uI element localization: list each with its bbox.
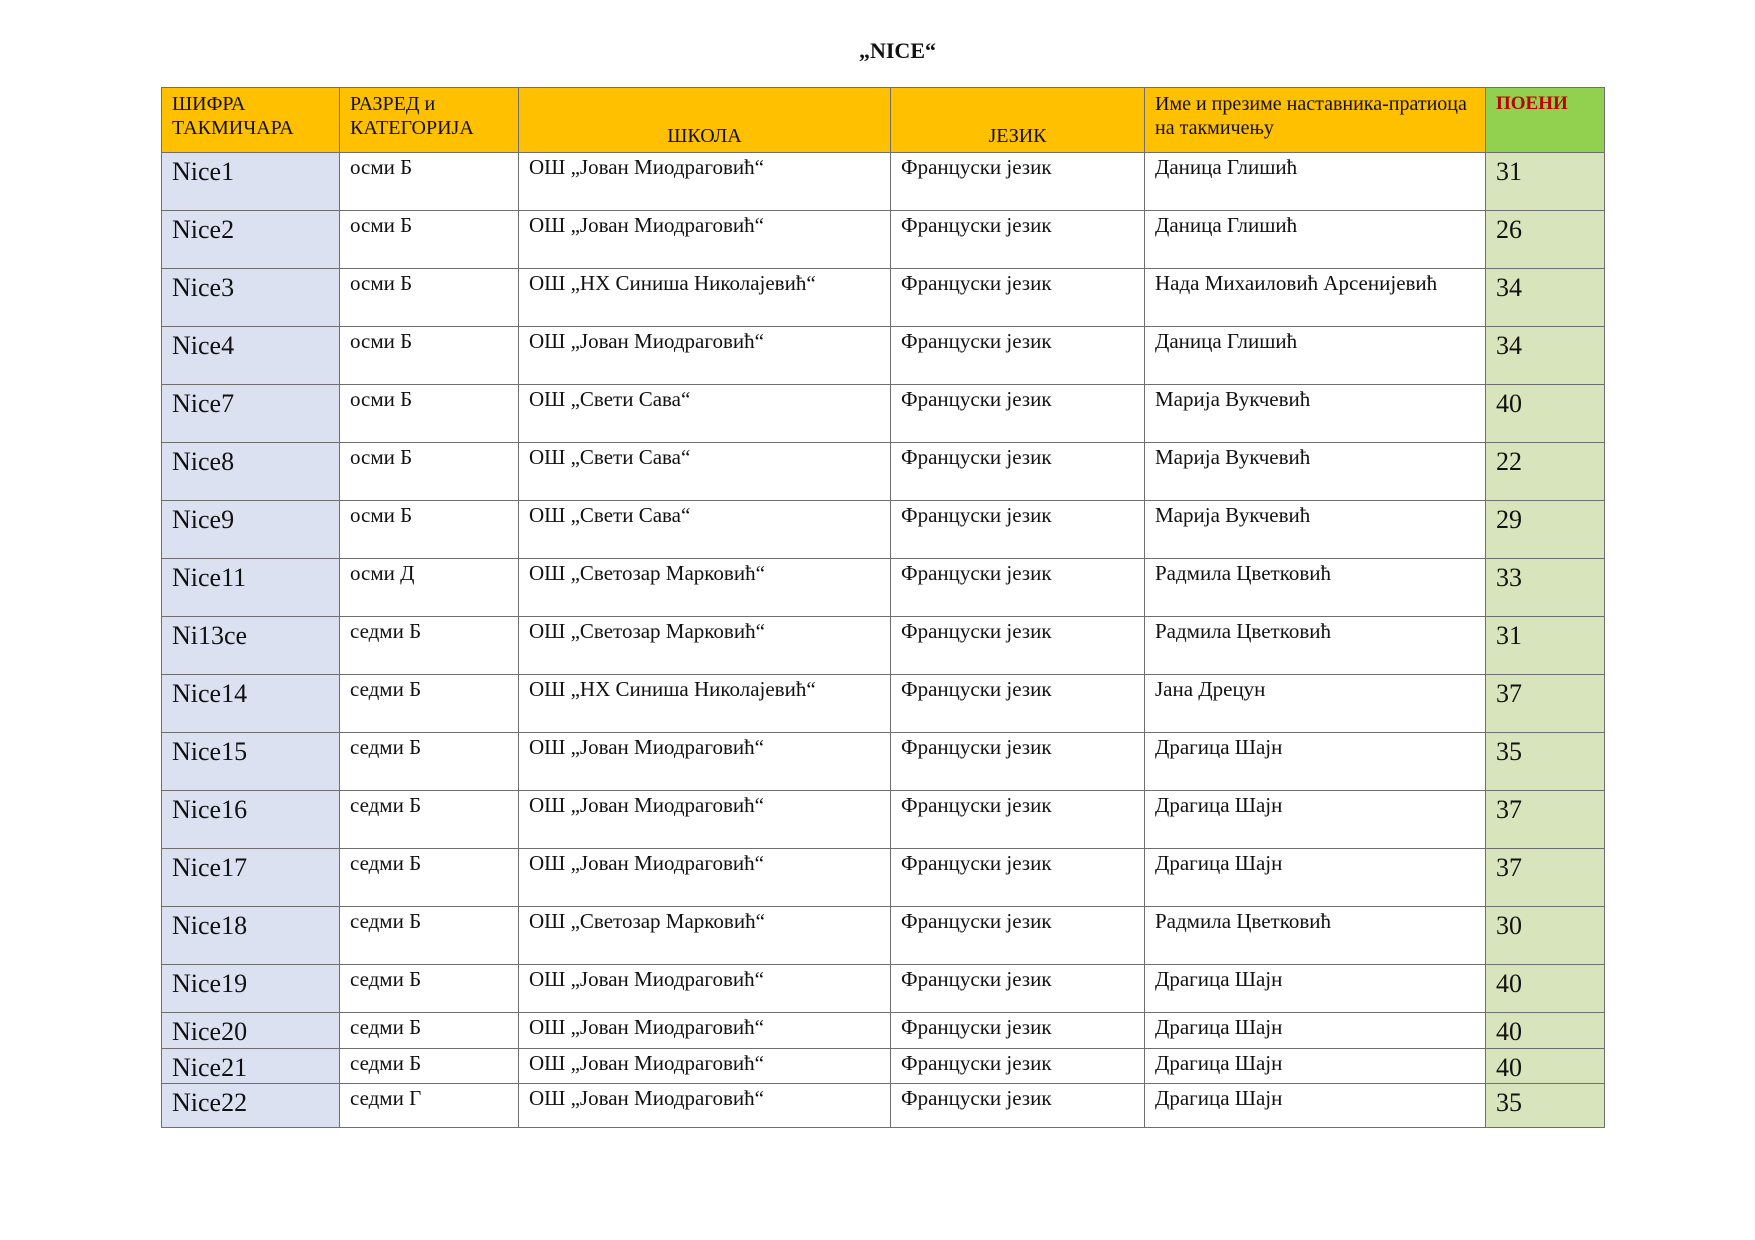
cell-language: Француски језик <box>891 1084 1145 1128</box>
cell-grade: осми Б <box>340 501 519 559</box>
cell-code: Nice20 <box>162 1013 340 1049</box>
cell-language: Француски језик <box>891 849 1145 907</box>
cell-language: Француски језик <box>891 791 1145 849</box>
cell-school: ОШ „Јован Миодраговић“ <box>519 965 891 1013</box>
cell-school: ОШ „Јован Миодраговић“ <box>519 1013 891 1049</box>
cell-school: ОШ „Светозар Марковић“ <box>519 559 891 617</box>
header-teacher: Име и презиме наставника-пратиоца на такмичењу <box>1145 88 1486 153</box>
cell-language: Француски језик <box>891 675 1145 733</box>
cell-grade: седми Б <box>340 617 519 675</box>
table-row <box>162 559 1605 617</box>
header-grade: РАЗРЕД и КАТЕГОРИЈА <box>340 88 519 153</box>
cell-code: Nice4 <box>162 327 340 385</box>
cell-points: 35 <box>1486 733 1605 791</box>
header-points: ПОЕНИ <box>1486 88 1605 153</box>
header-school: ШКОЛА <box>519 88 891 153</box>
cell-language: Француски језик <box>891 965 1145 1013</box>
cell-school: ОШ „Свети Сава“ <box>519 443 891 501</box>
cell-grade: осми Б <box>340 443 519 501</box>
cell-code: Nice3 <box>162 269 340 327</box>
cell-language: Француски језик <box>891 1049 1145 1084</box>
cell-teacher: Драгица Шајн <box>1145 733 1486 791</box>
cell-school: ОШ „Јован Миодраговић“ <box>519 791 891 849</box>
cell-points: 40 <box>1486 1013 1605 1049</box>
cell-points: 31 <box>1486 617 1605 675</box>
cell-teacher: Даница Глишић <box>1145 327 1486 385</box>
cell-points: 37 <box>1486 849 1605 907</box>
cell-grade: седми Б <box>340 733 519 791</box>
cell-teacher: Даница Глишић <box>1145 211 1486 269</box>
cell-teacher: Драгица Шајн <box>1145 1049 1486 1084</box>
cell-school: ОШ „Светозар Марковић“ <box>519 907 891 965</box>
cell-teacher: Драгица Шајн <box>1145 1013 1486 1049</box>
cell-code: Nice16 <box>162 791 340 849</box>
cell-school: ОШ „Јован Миодраговић“ <box>519 733 891 791</box>
cell-language: Француски језик <box>891 211 1145 269</box>
cell-code: Nice14 <box>162 675 340 733</box>
cell-language: Француски језик <box>891 501 1145 559</box>
cell-teacher: Марија Вукчевић <box>1145 385 1486 443</box>
cell-school: ОШ „НХ Синиша Николајевић“ <box>519 675 891 733</box>
table-row <box>162 153 1605 211</box>
cell-school: ОШ „Свети Сава“ <box>519 385 891 443</box>
cell-grade: седми Б <box>340 791 519 849</box>
table-row <box>162 269 1605 327</box>
cell-teacher: Јана Дрецун <box>1145 675 1486 733</box>
cell-school: ОШ „Светозар Марковић“ <box>519 617 891 675</box>
cell-grade: седми Б <box>340 965 519 1013</box>
cell-grade: осми Д <box>340 559 519 617</box>
cell-grade: осми Б <box>340 269 519 327</box>
table-row <box>162 791 1605 849</box>
cell-grade: седми Г <box>340 1084 519 1128</box>
cell-teacher: Даница Глишић <box>1145 153 1486 211</box>
cell-teacher: Радмила Цветковић <box>1145 617 1486 675</box>
cell-grade: седми Б <box>340 907 519 965</box>
cell-school: ОШ „Јован Миодраговић“ <box>519 849 891 907</box>
cell-teacher: Драгица Шајн <box>1145 1084 1486 1128</box>
cell-points: 37 <box>1486 675 1605 733</box>
cell-points: 35 <box>1486 1084 1605 1128</box>
cell-code: Nice22 <box>162 1084 340 1128</box>
cell-code: Nice2 <box>162 211 340 269</box>
cell-language: Француски језик <box>891 153 1145 211</box>
header-language: ЈЕЗИК <box>891 88 1145 153</box>
cell-teacher: Драгица Шајн <box>1145 791 1486 849</box>
table-row <box>162 675 1605 733</box>
cell-grade: седми Б <box>340 675 519 733</box>
cell-school: ОШ „Јован Миодраговић“ <box>519 211 891 269</box>
cell-grade: седми Б <box>340 849 519 907</box>
cell-code: Nice9 <box>162 501 340 559</box>
page-title: „NICE“ <box>858 38 936 63</box>
table-body <box>162 153 1605 1128</box>
cell-points: 33 <box>1486 559 1605 617</box>
cell-teacher: Марија Вукчевић <box>1145 501 1486 559</box>
cell-teacher: Радмила Цветковић <box>1145 559 1486 617</box>
cell-school: ОШ „Свети Сава“ <box>519 501 891 559</box>
cell-points: 37 <box>1486 791 1605 849</box>
cell-school: ОШ „Јован Миодраговић“ <box>519 1084 891 1128</box>
table-row <box>162 907 1605 965</box>
cell-language: Француски језик <box>891 327 1145 385</box>
cell-teacher: Марија Вукчевић <box>1145 443 1486 501</box>
cell-points: 40 <box>1486 1049 1605 1084</box>
cell-code: Ni13ce <box>162 617 340 675</box>
table-row <box>162 1084 1605 1128</box>
table-row <box>162 849 1605 907</box>
cell-grade: седми Б <box>340 1049 519 1084</box>
cell-school: ОШ „НХ Синиша Николајевић“ <box>519 269 891 327</box>
cell-code: Nice1 <box>162 153 340 211</box>
cell-school: ОШ „Јован Миодраговић“ <box>519 1049 891 1084</box>
table-row <box>162 443 1605 501</box>
cell-points: 34 <box>1486 269 1605 327</box>
header-code: ШИФРА ТАКМИЧАРА <box>162 88 340 153</box>
cell-code: Nice17 <box>162 849 340 907</box>
cell-points: 22 <box>1486 443 1605 501</box>
cell-points: 34 <box>1486 327 1605 385</box>
table-header-row <box>162 88 1605 153</box>
cell-school: ОШ „Јован Миодраговић“ <box>519 327 891 385</box>
table-row <box>162 501 1605 559</box>
table-row <box>162 965 1605 1013</box>
table-row <box>162 1049 1605 1084</box>
cell-code: Nice7 <box>162 385 340 443</box>
cell-language: Француски језик <box>891 617 1145 675</box>
cell-code: Nice11 <box>162 559 340 617</box>
cell-points: 29 <box>1486 501 1605 559</box>
cell-language: Француски језик <box>891 1013 1145 1049</box>
cell-language: Француски језик <box>891 443 1145 501</box>
cell-language: Француски језик <box>891 385 1145 443</box>
table-row <box>162 617 1605 675</box>
table-row <box>162 1013 1605 1049</box>
cell-code: Nice15 <box>162 733 340 791</box>
cell-language: Француски језик <box>891 733 1145 791</box>
cell-code: Nice8 <box>162 443 340 501</box>
table-row <box>162 327 1605 385</box>
cell-grade: осми Б <box>340 211 519 269</box>
table-row <box>162 211 1605 269</box>
cell-teacher: Драгица Шајн <box>1145 849 1486 907</box>
cell-school: ОШ „Јован Миодраговић“ <box>519 153 891 211</box>
cell-points: 40 <box>1486 965 1605 1013</box>
cell-grade: осми Б <box>340 385 519 443</box>
table-row <box>162 733 1605 791</box>
cell-code: Nice19 <box>162 965 340 1013</box>
cell-points: 40 <box>1486 385 1605 443</box>
table-row <box>162 385 1605 443</box>
results-table <box>161 87 1605 1128</box>
cell-grade: осми Б <box>340 153 519 211</box>
cell-teacher: Драгица Шајн <box>1145 965 1486 1013</box>
cell-language: Француски језик <box>891 907 1145 965</box>
cell-code: Nice18 <box>162 907 340 965</box>
cell-points: 26 <box>1486 211 1605 269</box>
cell-language: Француски језик <box>891 269 1145 327</box>
cell-points: 30 <box>1486 907 1605 965</box>
cell-grade: осми Б <box>340 327 519 385</box>
cell-grade: седми Б <box>340 1013 519 1049</box>
cell-language: Француски језик <box>891 559 1145 617</box>
cell-teacher: Радмила Цветковић <box>1145 907 1486 965</box>
cell-teacher: Нада Михаиловић Арсенијевић <box>1145 269 1486 327</box>
cell-code: Nice21 <box>162 1049 340 1084</box>
cell-points: 31 <box>1486 153 1605 211</box>
